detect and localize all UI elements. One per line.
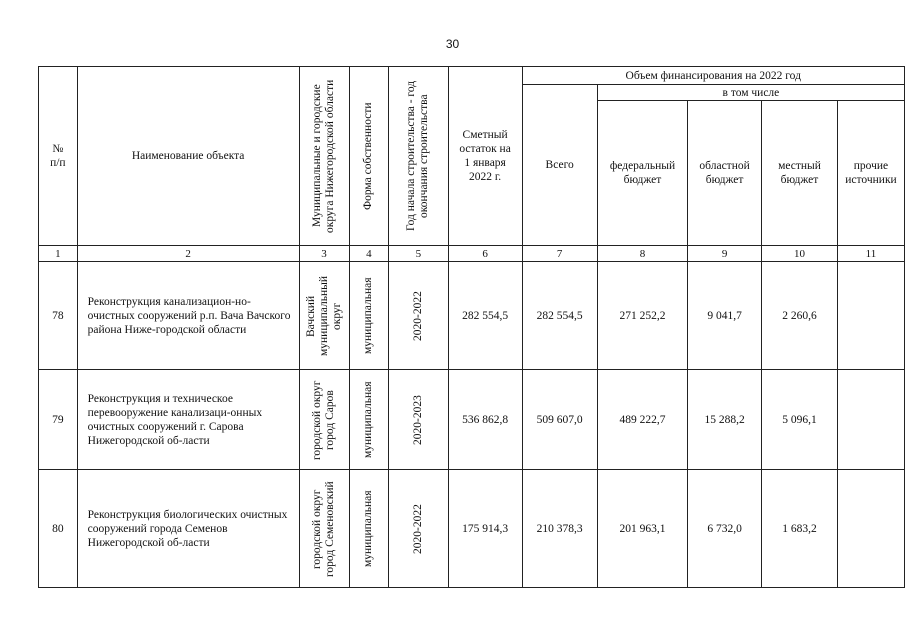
- header-financing-volume: Объем финансирования на 2022 год: [522, 67, 905, 85]
- header-estimated-balance: Сметный остаток на 1 января 2022 г.: [448, 67, 522, 246]
- col-number: 7: [522, 246, 597, 262]
- row-other: [837, 370, 904, 470]
- table-row: [39, 370, 905, 470]
- row-estimated-balance: 536 862,8: [448, 370, 522, 470]
- row-years: [389, 370, 449, 470]
- row-federal: 201 963,1: [597, 470, 687, 588]
- row-ownership: [349, 370, 389, 470]
- row-local: 5 096,1: [762, 370, 838, 470]
- row-ownership-text: муниципальная: [362, 277, 375, 354]
- header-total: Всего: [522, 85, 597, 246]
- row-federal: 489 222,7: [597, 370, 687, 470]
- header-municipality: [299, 67, 349, 246]
- col-number: 1: [39, 246, 78, 262]
- row-municipality: [299, 470, 349, 588]
- row-object-name: Реконструкция биологических очистных сооружений города Семенов Нижегородской об-ласти: [77, 470, 299, 588]
- row-object-name: Реконструкция канализацион-но-очистных сооружений р.п. Вача Вачского района Ниже-городской области: [77, 262, 299, 370]
- header-federal: федеральный бюджет: [597, 101, 687, 246]
- header-num: № п/п: [39, 67, 78, 246]
- row-other: [837, 470, 904, 588]
- page-number: 30: [445, 37, 460, 51]
- header-municipality-text: Муниципальные и городские округа Нижегородской области: [311, 79, 337, 233]
- row-years-text: 2020-2023: [411, 394, 424, 445]
- row-municipality-text: городской округ город Семеновский: [311, 480, 337, 577]
- financing-table: [38, 66, 905, 588]
- row-regional: 15 288,2: [688, 370, 762, 470]
- col-number: 5: [389, 246, 449, 262]
- header-ownership: [349, 67, 389, 246]
- header-object-name: Наименование объекта: [77, 67, 299, 246]
- row-estimated-balance: 282 554,5: [448, 262, 522, 370]
- row-municipality-text: Вачский муниципальный округ: [304, 275, 343, 356]
- column-number-row: [39, 246, 905, 262]
- row-total: 509 607,0: [522, 370, 597, 470]
- col-number: 4: [349, 246, 389, 262]
- header-ownership-text: Форма собственности: [362, 102, 375, 210]
- row-ownership-text: муниципальная: [362, 381, 375, 458]
- row-municipality: [299, 262, 349, 370]
- row-num: 79: [39, 370, 78, 470]
- col-number: 3: [299, 246, 349, 262]
- row-local: 2 260,6: [762, 262, 838, 370]
- row-ownership-text: муниципальная: [362, 490, 375, 567]
- row-object-name: Реконструкция и техническое перевооружение канализаци-онных очистных сооружений г. Сарова Нижегородской об-ласти: [77, 370, 299, 470]
- row-years-text: 2020-2022: [411, 503, 424, 554]
- row-other: [837, 262, 904, 370]
- row-ownership: [349, 470, 389, 588]
- col-number: 6: [448, 246, 522, 262]
- row-municipality-text: городской округ город Саров: [311, 379, 337, 460]
- row-years: [389, 262, 449, 370]
- col-number: 8: [597, 246, 687, 262]
- header-local: местный бюджет: [762, 101, 838, 246]
- header-years-text: Год начала строительства - год окончания строительства: [405, 80, 431, 232]
- col-number: 11: [837, 246, 904, 262]
- row-years: [389, 470, 449, 588]
- col-number: 9: [688, 246, 762, 262]
- row-years-text: 2020-2022: [411, 290, 424, 341]
- table-row: [39, 262, 905, 370]
- row-municipality: [299, 370, 349, 470]
- header-years: [389, 67, 449, 246]
- row-regional: 6 732,0: [688, 470, 762, 588]
- header-other: прочие источники: [837, 101, 904, 246]
- row-total: 210 378,3: [522, 470, 597, 588]
- row-local: 1 683,2: [762, 470, 838, 588]
- row-estimated-balance: 175 914,3: [448, 470, 522, 588]
- row-regional: 9 041,7: [688, 262, 762, 370]
- header-regional: областной бюджет: [688, 101, 762, 246]
- header-including: в том числе: [597, 85, 904, 101]
- col-number: 10: [762, 246, 838, 262]
- row-total: 282 554,5: [522, 262, 597, 370]
- col-number: 2: [77, 246, 299, 262]
- row-federal: 271 252,2: [597, 262, 687, 370]
- row-num: 78: [39, 262, 78, 370]
- table-row: [39, 470, 905, 588]
- row-ownership: [349, 262, 389, 370]
- row-num: 80: [39, 470, 78, 588]
